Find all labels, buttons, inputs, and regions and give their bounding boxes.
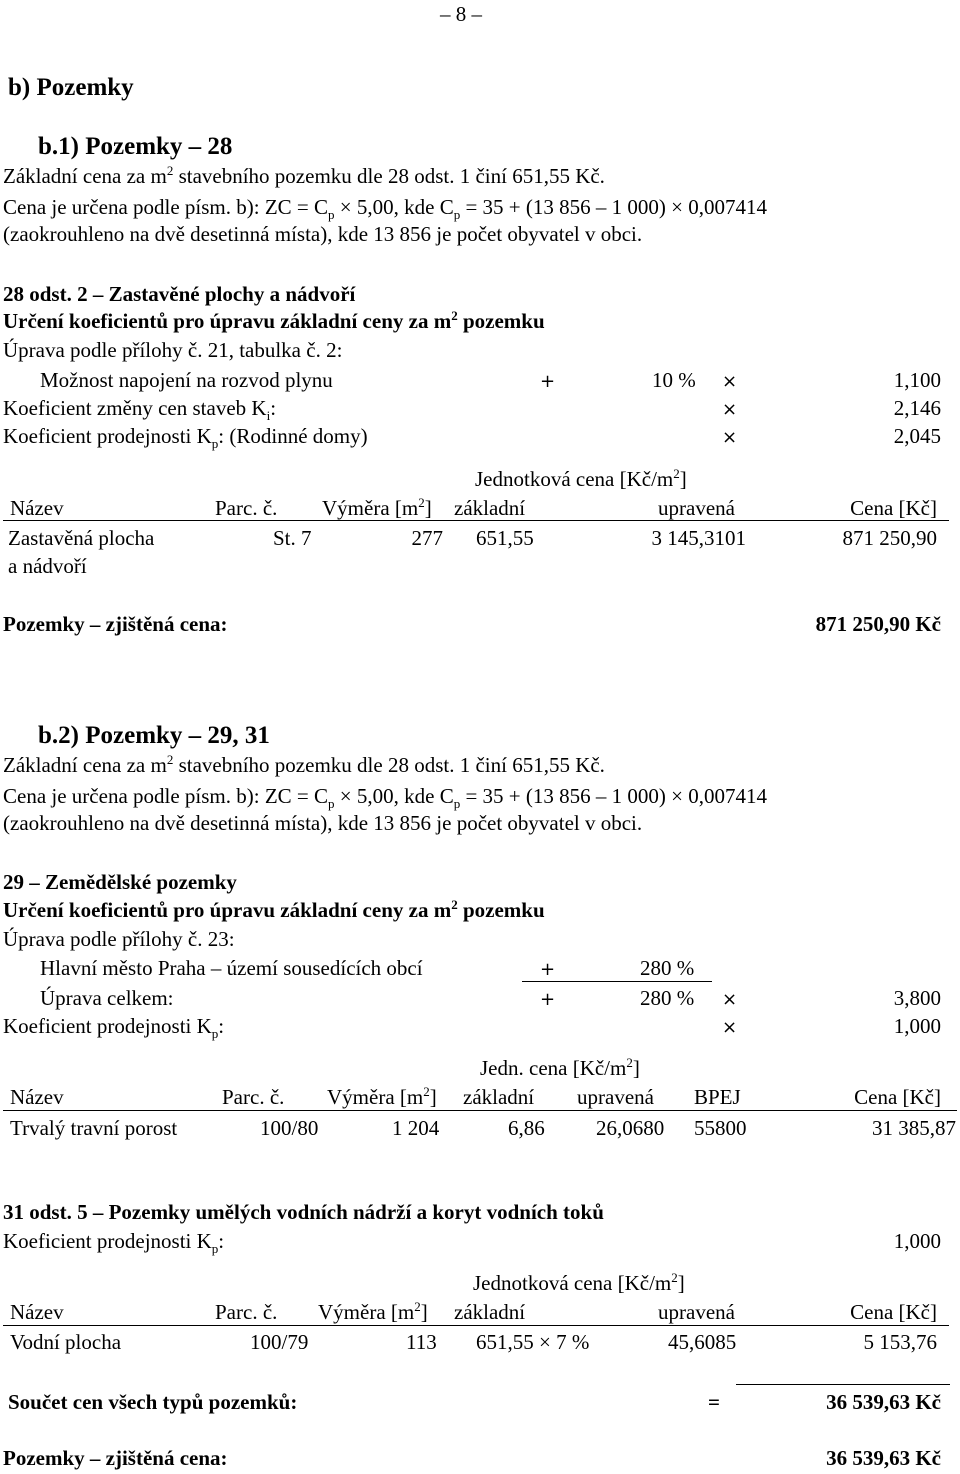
b2-total-label: Pozemky – zjištěná cena: [3, 1446, 228, 1470]
table-header-area: Výměra $[m^2]$ [327, 1084, 437, 1109]
table-header-name: Název [10, 1300, 64, 1324]
table-header-parcel: Parc. č. [215, 496, 278, 520]
b1-row-price: 871 250,90 [842, 526, 937, 550]
b2-rounding-line: (zaokrouhleno na dvě desetinná místa), kde 13 856 je počet obyvatel v obci. [3, 811, 643, 835]
b1-base-price-line: Základní cena za $m^2$ stavebního pozemku dle 28 odst. 1 činí 651,55 Kč. [3, 163, 605, 188]
b2-coef-label: Hlavní město Praha – území sousedících obcí [40, 956, 423, 980]
table-header-parcel: Parc. č. [222, 1085, 285, 1109]
multiply-sign: × [722, 1017, 738, 1038]
b1-row-name-cont: a nádvoří [8, 554, 87, 578]
b1-coef-label: Koeficient prodejnosti $K_p$: (Rodinné domy) [3, 424, 368, 452]
b2-table2-row-area: 113 [406, 1330, 437, 1354]
sum-equals: = [708, 1390, 720, 1414]
plus-sign: + [540, 989, 556, 1010]
table-header-adjusted: upravená [577, 1085, 654, 1109]
b2-base-price-line: Základní cena za $m^2$ stavebního pozemku dle 28 odst. 1 činí 651,55 Kč. [3, 752, 605, 777]
b2-table2-row-parcel: 100/79 [250, 1330, 309, 1354]
b1-row-name: Zastavěná plocha [8, 526, 155, 550]
b1-adjust-line: Úprava podle přílohy č. 21, tabulka č. 2: [3, 338, 343, 362]
b1-coef-value: 2,045 [893, 424, 941, 448]
b1-coef-heading: Určení koeficientů pro úpravu základní ceny za $m^2$ pozemku [3, 308, 545, 333]
b1-total-label: Pozemky – zjištěná cena: [3, 612, 228, 636]
b2-row-name: Trvalý travní porost [10, 1116, 178, 1140]
table-header-base: základní [463, 1085, 535, 1109]
b2-table2-row-name: Vodní plocha [10, 1330, 122, 1354]
plus-sign: + [540, 959, 556, 980]
b2-coef-value: 1,000 [893, 1014, 941, 1038]
table-header-adjusted: upravená [658, 496, 735, 520]
b1-sub-heading: 28 odst. 2 – Zastavěné plochy a nádvoří [3, 282, 356, 306]
b2-coef2-label: Koeficient prodejnosti $K_p$: [3, 1229, 225, 1257]
b1-table-group-header: Jednotková cena $[Kč/m^2]$ [475, 466, 687, 491]
table-header-base: základní [454, 496, 526, 520]
table-header-area: Výměra $[m^2]$ [322, 495, 432, 520]
b2-table2-row-adjusted: 45,6085 [668, 1330, 737, 1354]
b1-coef-label: Možnost napojení na rozvod plynu [40, 368, 333, 392]
page-number: – 8 – [440, 2, 482, 26]
b1-total-value: 871 250,90 Kč [815, 612, 941, 636]
table-header-base: základní [454, 1300, 526, 1324]
table-rule [3, 520, 949, 521]
sum-rule [736, 1384, 950, 1385]
b2-row-price: 31 385,87 [872, 1116, 956, 1140]
b1-coef-value: 1,100 [893, 368, 941, 392]
b1-rounding-line: (zaokrouhleno na dvě desetinná místa), kde 13 856 je počet obyvatel v obci. [3, 222, 643, 246]
b1-coef-value: 2,146 [893, 396, 941, 420]
table-header-bpej: BPEJ [694, 1085, 741, 1109]
table-header-price: Cena [Kč] [850, 496, 937, 520]
b2-coef-label: Koeficient prodejnosti $K_p$: [3, 1014, 225, 1042]
b2-row-area: 1 204 [392, 1116, 440, 1140]
multiply-sign: × [722, 989, 738, 1010]
b2-coef2-value: 1,000 [893, 1229, 941, 1253]
b2-coef-value: 3,800 [893, 986, 941, 1010]
table-header-name: Název [10, 1085, 64, 1109]
b2-coef-pct: 280 % [640, 956, 695, 980]
plus-sign: + [540, 371, 556, 392]
multiply-sign: × [722, 399, 738, 420]
b1-heading: b.1) Pozemky – 28 [38, 133, 233, 160]
multiply-sign: × [722, 371, 738, 392]
sum-label: Součet cen všech typů pozemků: [8, 1390, 298, 1414]
table-header-price: Cena [Kč] [850, 1300, 937, 1324]
b2-sub-heading-2: 31 odst. 5 – Pozemky umělých vodních nádrží a koryt vodních toků [3, 1200, 604, 1224]
b2-adjust-line: Úprava podle přílohy č. 23: [3, 927, 235, 951]
table-header-price: Cena [Kč] [854, 1085, 941, 1109]
b1-coef-pct: 10 % [652, 368, 696, 392]
b2-coef-label: Úprava celkem: [40, 986, 174, 1010]
b2-table2-row-base: 651,55 × 7 % [476, 1330, 590, 1354]
b2-coef-pct: 280 % [640, 986, 695, 1010]
b2-heading: b.2) Pozemky – 29, 31 [38, 722, 270, 749]
table-header-area: Výměra $[m^2]$ [318, 1299, 428, 1324]
b2-sub-heading: 29 – Zemědělské pozemky [3, 870, 237, 894]
b2-formula-line: Cena je určena podle písm. b): ZC = $C_p \times 5,00$, kde $C_p = 35 + (13$ 856 – 1 000) × 0,007414 [3, 784, 767, 812]
b2-total-value: 36 539,63 Kč [826, 1446, 941, 1470]
b2-row-base: 6,86 [508, 1116, 545, 1140]
sum-value: 36 539,63 Kč [826, 1390, 941, 1414]
table-rule [3, 1110, 957, 1111]
table-rule [3, 1325, 949, 1326]
b2-table2-row-price: 5 153,76 [863, 1330, 937, 1354]
b1-formula-line: Cena je určena podle písm. b): ZC = $C_p \times 5,00$, kde $C_p = 35 + (13$ 856 – 1 000) × 0,007414 [3, 195, 767, 223]
b1-row-adjusted: 3 145,3101 [651, 526, 746, 550]
b2-table2-group-header: Jednotková cena $[Kč/m^2]$ [473, 1270, 685, 1295]
multiply-sign: × [722, 427, 738, 448]
b2-coef-heading: Určení koeficientů pro úpravu základní ceny za $m^2$ pozemku [3, 897, 545, 922]
b1-row-base: 651,55 [476, 526, 534, 550]
b1-coef-label: Koeficient změny cen staveb $K_i$: [3, 396, 277, 424]
b2-row-adjusted: 26,0680 [596, 1116, 665, 1140]
b2-row-parcel: 100/80 [260, 1116, 319, 1140]
b2-row-bpej: 55800 [694, 1116, 747, 1140]
b1-row-parcel: St. 7 [273, 526, 312, 550]
table-header-name: Název [10, 496, 64, 520]
table-header-adjusted: upravená [658, 1300, 735, 1324]
section-title: b) Pozemky [8, 74, 134, 101]
table-header-parcel: Parc. č. [215, 1300, 278, 1324]
sum-rule [522, 981, 712, 982]
b2-table-group-header: Jedn. cena $[Kč/m^2]$ [480, 1055, 640, 1080]
b1-row-area: 277 [411, 526, 443, 550]
